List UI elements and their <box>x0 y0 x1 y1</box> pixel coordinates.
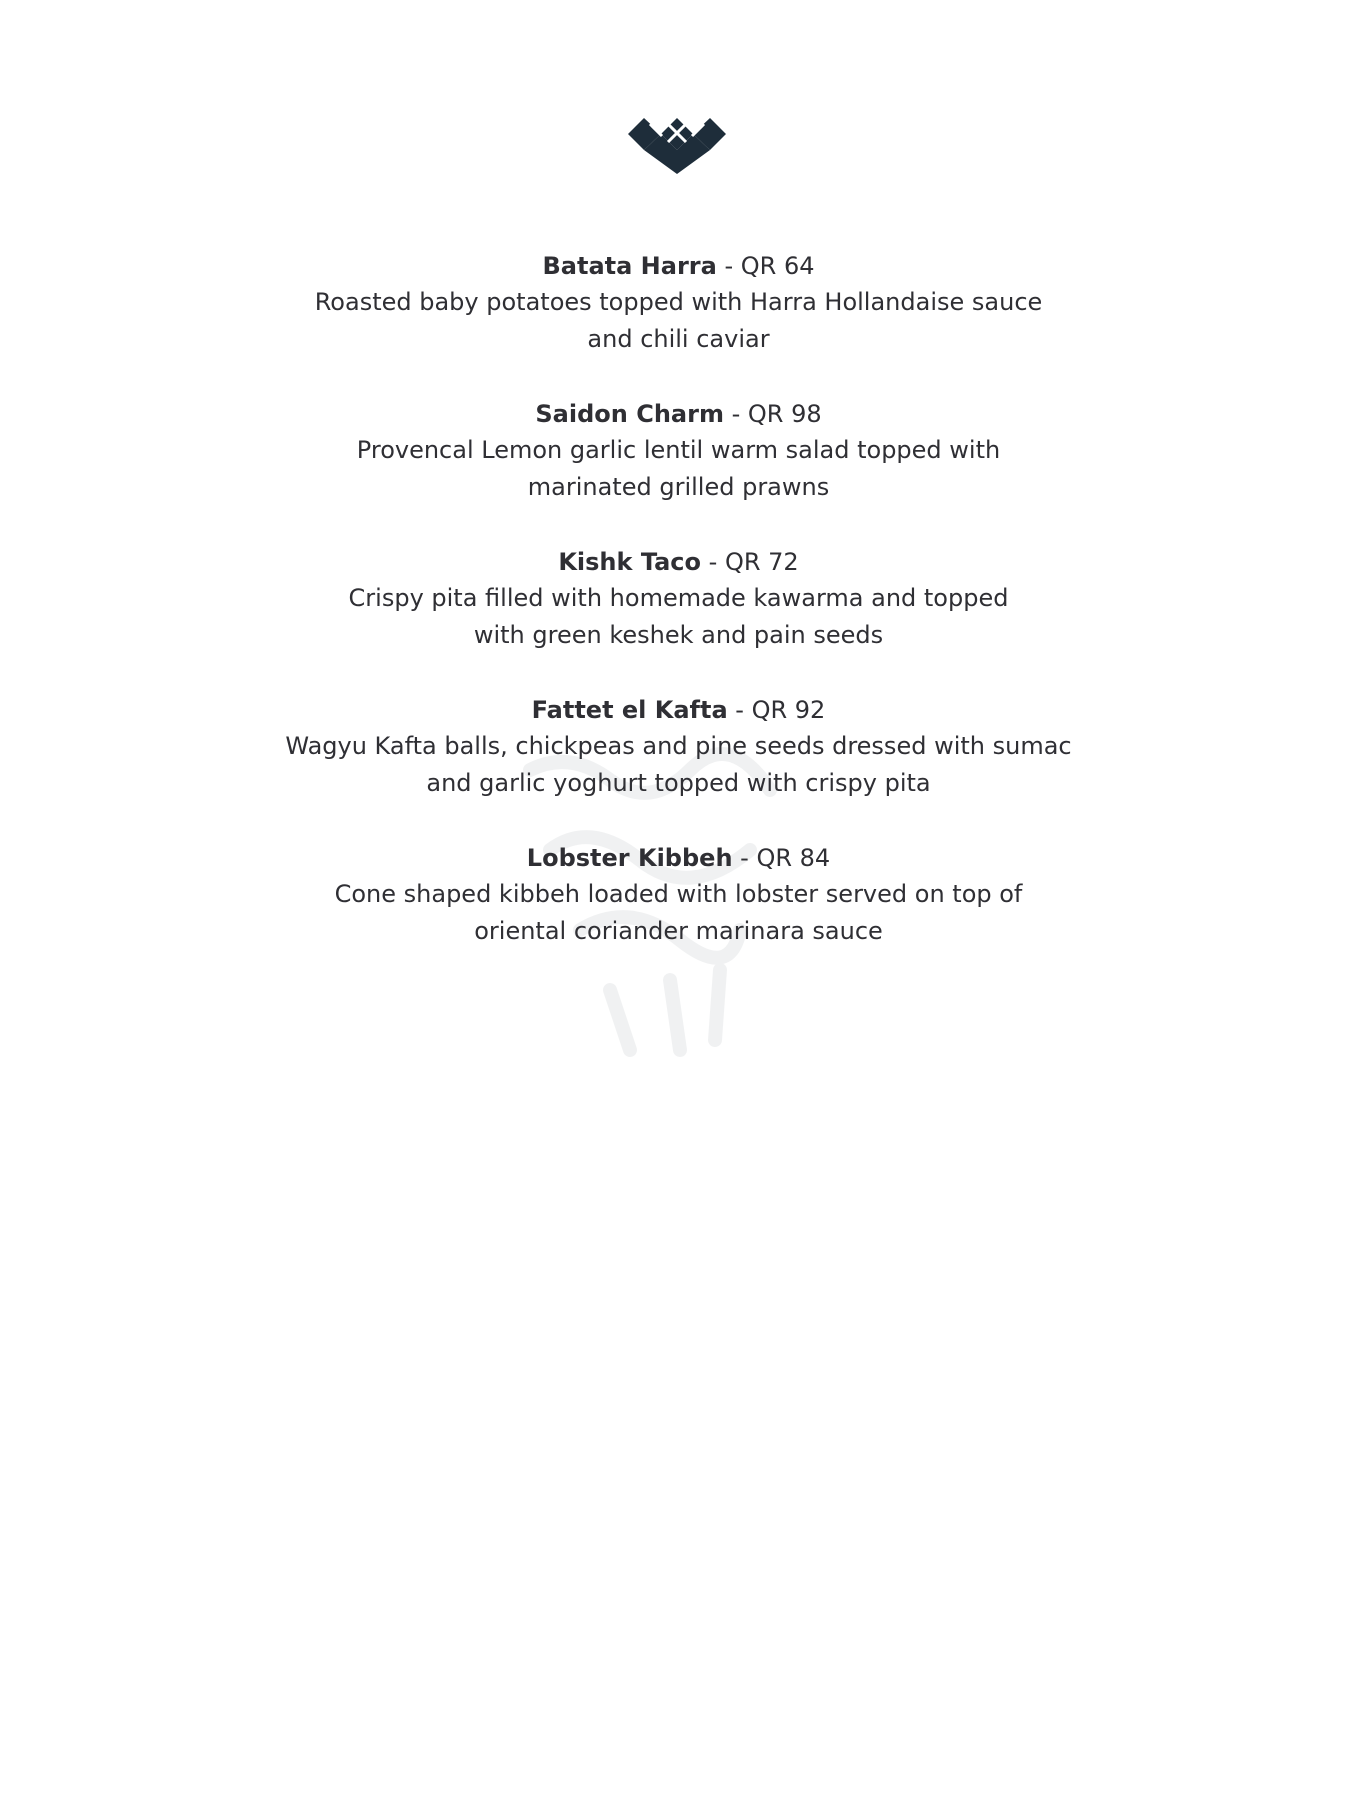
menu-item <box>249 692 1109 802</box>
menu-item-heading <box>249 840 1109 876</box>
menu-item-price: QR 92 <box>751 696 826 724</box>
menu-item-heading <box>249 396 1109 432</box>
menu-item-price: QR 98 <box>747 400 822 428</box>
menu-item <box>249 248 1109 358</box>
menu-item-separator: - <box>701 548 725 576</box>
menu-item-separator: - <box>723 400 748 428</box>
menu-item-price: QR 72 <box>724 548 799 576</box>
menu-item-price: QR 64 <box>740 252 815 280</box>
menu-item-description: Provencal Lemon garlic lentil warm salad topped with marinated grilled prawns <box>356 436 1001 501</box>
menu-item-name: Fattet el Kafta <box>531 696 728 724</box>
menu-item-heading <box>249 692 1109 728</box>
menu-item-heading <box>249 248 1109 284</box>
menu-item-description: Roasted baby potatoes topped with Harra Hollandaise sauce and chili caviar <box>314 288 1043 353</box>
menu-item-name: Lobster Kibbeh <box>526 844 733 872</box>
menu-item-name: Kishk Taco <box>558 548 702 576</box>
menu-item-description: Wagyu Kafta balls, chickpeas and pine seeds dressed with sumac and garlic yoghurt topped with crispy pita <box>285 732 1072 797</box>
menu-item-separator: - <box>716 252 741 280</box>
menu-item-heading <box>249 544 1109 580</box>
menu-item-separator: - <box>727 696 752 724</box>
menu-item-name: Batata Harra <box>542 252 717 280</box>
menu-item-price: QR 84 <box>756 844 831 872</box>
menu-item-description: Crispy pita filled with homemade kawarma and topped with green keshek and pain seeds <box>348 584 1009 649</box>
menu-item <box>249 396 1109 506</box>
menu-item-description: Cone shaped kibbeh loaded with lobster served on top of oriental coriander marinara sauce <box>334 880 1023 945</box>
menu-item-separator: - <box>732 844 757 872</box>
menu-item <box>249 544 1109 654</box>
menu-item-name: Saidon Charm <box>535 400 724 428</box>
menu-list <box>0 248 1357 988</box>
menu-item <box>249 840 1109 950</box>
w-hotel-logo-icon <box>628 112 726 176</box>
